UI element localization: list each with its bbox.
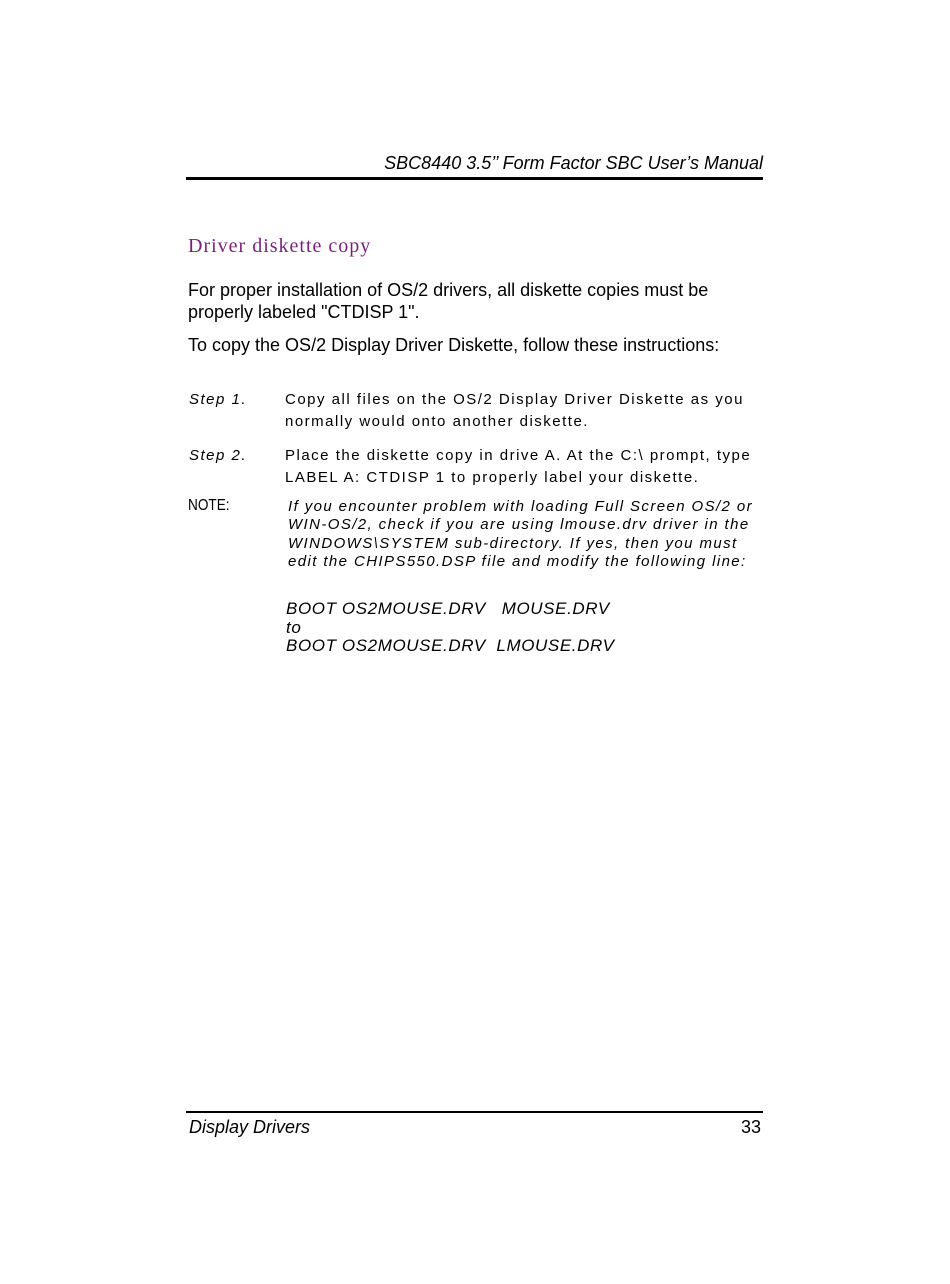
section-title: Driver diskette copy [188,235,372,257]
step-1-label: Step 1. [189,391,248,408]
step-2-label: Step 2. [189,447,248,464]
code-line-replacement: BOOT OS2MOUSE.DRV LMOUSE.DRV [286,636,615,655]
step-1-text: Copy all files on the OS/2 Display Driver Diskette as you normally would onto another diskette. [285,391,744,430]
running-header: SBC8440 3.5’’ Form Factor SBC User’s Manual [384,153,763,173]
step-2-text: Place the diskette copy in drive A. At the C:\ prompt, type LABEL A: CTDISP 1 to properly label your diskette. [285,447,752,486]
footer-rule [186,1111,763,1113]
note-label: NOTE: [188,497,230,514]
note-text: If you encounter problem with loading Full Screen OS/2 or WIN-OS/2, check if you are using lmouse.drv driver in the WINDOWS\SYSTEM sub-directory. If yes, then you must edit the CHIPS550.DSP file and modify the following line: [288,498,754,570]
config-code-block [286,600,615,656]
footer-page-number: 33 [740,1117,761,1137]
footer-section-name: Display Drivers [189,1117,311,1137]
intro-paragraph: For proper installation of OS/2 drivers, all diskette copies must be properly labeled "CTDISP 1". [188,280,709,322]
instructions-paragraph: To copy the OS/2 Display Driver Diskette, follow these instructions: [188,335,720,355]
code-line-original: BOOT OS2MOUSE.DRV MOUSE.DRV [286,599,610,618]
header-rule [186,177,763,180]
code-line-to: to [286,617,302,637]
